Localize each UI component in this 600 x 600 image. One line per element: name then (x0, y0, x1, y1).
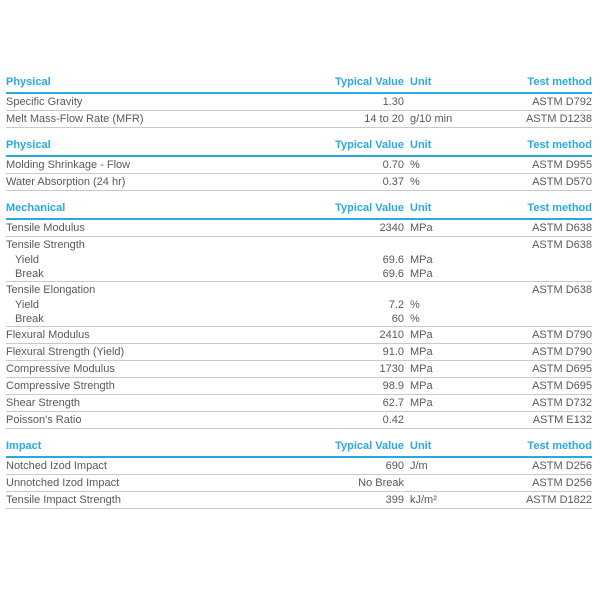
property-name: Tensile Modulus (6, 219, 278, 237)
property-unit: MPa (404, 219, 498, 237)
property-name: Tensile Impact Strength (6, 492, 278, 509)
property-name: Shear Strength (6, 395, 278, 412)
column-header-test-method: Test method (498, 76, 592, 93)
property-value: 60 (278, 312, 404, 327)
property-section-table (6, 440, 592, 509)
property-unit: MPa (404, 378, 498, 395)
property-unit: MPa (404, 361, 498, 378)
property-test-method: ASTM D256 (498, 457, 592, 475)
property-value: 0.42 (278, 412, 404, 429)
property-unit (404, 93, 498, 111)
property-row (6, 475, 592, 492)
column-header-unit: Unit (404, 202, 498, 219)
column-header-unit: Unit (404, 440, 498, 457)
section-title: Mechanical (6, 202, 278, 219)
property-unit (404, 475, 498, 492)
property-unit: % (404, 156, 498, 174)
property-value: 69.6 (278, 267, 404, 282)
property-test-method (498, 267, 592, 282)
property-test-method: ASTM D955 (498, 156, 592, 174)
property-test-method: ASTM E132 (498, 412, 592, 429)
property-row (6, 327, 592, 344)
property-row (6, 412, 592, 429)
section-title: Physical (6, 76, 278, 93)
column-header-unit: Unit (404, 76, 498, 93)
section-header-row (6, 139, 592, 156)
property-test-method: ASTM D792 (498, 93, 592, 111)
property-unit: MPa (404, 327, 498, 344)
property-name: Poisson's Ratio (6, 412, 278, 429)
property-value: 399 (278, 492, 404, 509)
property-test-method (498, 253, 592, 267)
property-test-method: ASTM D695 (498, 361, 592, 378)
material-datasheet (6, 76, 592, 520)
property-unit: MPa (404, 267, 498, 282)
property-name: Yield (15, 298, 40, 311)
section-header-row (6, 76, 592, 93)
property-name: Compressive Modulus (6, 361, 278, 378)
property-unit: J/m (404, 457, 498, 475)
property-unit: % (404, 174, 498, 191)
property-value: 0.70 (278, 156, 404, 174)
property-value: 2340 (278, 219, 404, 237)
property-name: Molding Shrinkage - Flow (6, 156, 278, 174)
property-value: 14 to 20 (278, 111, 404, 128)
property-row (6, 395, 592, 412)
property-value: 7.2 (388, 298, 404, 311)
section-title: Impact (6, 440, 278, 457)
property-unit (404, 282, 498, 299)
property-name: Break (6, 267, 278, 282)
property-value: 0.37 (278, 174, 404, 191)
property-name: Specific Gravity (6, 93, 278, 111)
property-test-method: ASTM D732 (498, 395, 592, 412)
property-unit: % (404, 312, 498, 327)
property-unit: MPa (404, 344, 498, 361)
property-test-method: ASTM D695 (498, 378, 592, 395)
property-name: Melt Mass-Flow Rate (MFR) (6, 111, 278, 128)
property-row (6, 111, 592, 128)
property-value: 91.0 (278, 344, 404, 361)
property-value: 690 (278, 457, 404, 475)
property-section-table (6, 76, 592, 128)
property-unit (404, 237, 498, 254)
property-name: Tensile Strength (6, 238, 85, 251)
section-header-row (6, 440, 592, 457)
property-test-method: ASTM D790 (498, 327, 592, 344)
section-title: Physical (6, 139, 278, 156)
property-name: Notched Izod Impact (6, 457, 278, 475)
property-value: 1730 (278, 361, 404, 378)
property-value (278, 282, 404, 299)
property-row (6, 237, 592, 254)
property-name: Unnotched Izod Impact (6, 475, 278, 492)
property-name: Compressive Strength (6, 378, 278, 395)
property-section-table (6, 202, 592, 429)
property-test-method: ASTM D1238 (498, 111, 592, 128)
column-header-typical-value: Typical Value (278, 202, 404, 219)
column-header-test-method: Test method (498, 202, 592, 219)
property-test-method: ASTM D638 (498, 219, 592, 237)
property-test-method: ASTM D790 (498, 344, 592, 361)
column-header-typical-value: Typical Value (278, 440, 404, 457)
property-row (6, 457, 592, 475)
property-value: 69.6 (382, 253, 404, 266)
property-row (6, 344, 592, 361)
property-value: 2410 (278, 327, 404, 344)
column-header-unit: Unit (404, 139, 498, 156)
property-value: 1.30 (278, 93, 404, 111)
property-row (6, 492, 592, 509)
property-unit: kJ/m² (404, 492, 498, 509)
property-test-method (498, 298, 592, 312)
property-row (6, 253, 592, 267)
property-name: Flexural Modulus (6, 327, 278, 344)
property-row (6, 93, 592, 111)
property-value: No Break (278, 475, 404, 492)
property-row (6, 312, 592, 327)
property-row (6, 156, 592, 174)
property-name: Tensile Elongation (6, 283, 96, 296)
column-header-test-method: Test method (498, 139, 592, 156)
property-row (6, 378, 592, 395)
property-test-method: ASTM D638 (532, 283, 592, 296)
property-row (6, 219, 592, 237)
property-row (6, 282, 592, 299)
property-unit: MPa (410, 253, 433, 266)
property-name: Flexural Strength (Yield) (6, 344, 278, 361)
property-test-method (498, 312, 592, 327)
column-header-test-method: Test method (498, 440, 592, 457)
property-row (6, 174, 592, 191)
property-test-method: ASTM D570 (498, 174, 592, 191)
section-header-row (6, 202, 592, 219)
property-unit: g/10 min (404, 111, 498, 128)
property-name: Yield (15, 253, 40, 266)
property-row (6, 267, 592, 282)
column-header-typical-value: Typical Value (278, 76, 404, 93)
property-test-method: ASTM D1822 (498, 492, 592, 509)
property-unit: MPa (404, 395, 498, 412)
property-name: Water Absorption (24 hr) (6, 174, 278, 191)
column-header-typical-value: Typical Value (278, 139, 404, 156)
property-test-method: ASTM D638 (532, 238, 592, 251)
property-row (6, 361, 592, 378)
property-value: 62.7 (278, 395, 404, 412)
property-value: 98.9 (278, 378, 404, 395)
property-section-table (6, 139, 592, 191)
property-name: Break (6, 312, 278, 327)
property-unit: % (410, 298, 420, 311)
property-value (278, 237, 404, 254)
property-unit (404, 412, 498, 429)
property-test-method: ASTM D256 (498, 475, 592, 492)
property-row (6, 298, 592, 312)
